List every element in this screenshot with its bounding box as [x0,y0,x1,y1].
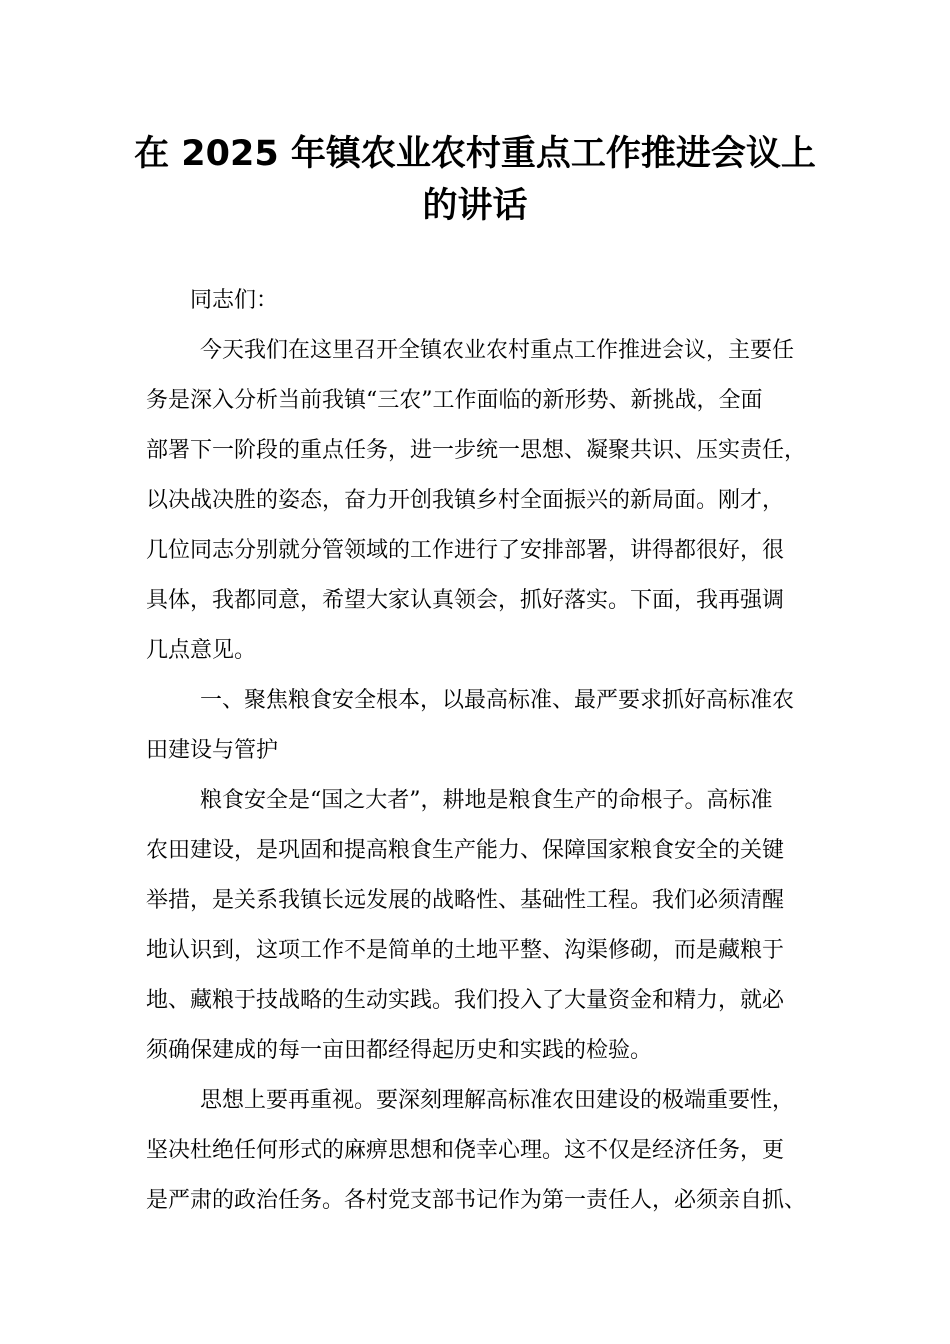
paragraph-line: 以决战决胜的姿态，奋力开创我镇乡村全面振兴的新局面。刚才， [146,488,785,513]
paragraph-line: 农田建设，是巩固和提高粮食生产能力、保障国家粮食安全的关键 [146,838,785,863]
paragraph-line: 部署下一阶段的重点任务，进一步统一思想、凝聚共识、压实责任， [146,438,807,463]
title-line-2: 的讲话 [422,186,528,226]
paragraph-line: 须确保建成的每一亩田都经得起历史和实践的检验。 [146,1038,653,1063]
paragraph-line: 举措，是关系我镇长远发展的战略性、基础性工程。我们必须清醒 [146,888,785,913]
paragraph-line: 具体，我都同意，希望大家认真领会，抓好落实。下面，我再强调 [146,588,785,613]
section-heading-line: 一、聚焦粮食安全根本，以最高标准、最严要求抓好高标准农 [200,688,795,713]
section-heading-line: 田建设与管护 [146,738,279,763]
paragraph-line: 几位同志分别就分管领域的工作进行了安排部署，讲得都很好，很 [146,538,785,563]
salutation: 同志们： [190,288,279,313]
paragraph-line: 粮食安全是“国之大者”，耕地是粮食生产的命根子。高标准 [200,788,773,813]
paragraph-line: 务是深入分析当前我镇“三农”工作面临的新形势、新挑战，全面 [146,388,763,413]
paragraph-line: 是严肃的政治任务。各村党支部书记作为第一责任人，必须亲自抓、 [146,1188,807,1213]
paragraph-line: 今天我们在这里召开全镇农业农村重点工作推进会议，主要任 [200,338,795,363]
paragraph-line: 地、藏粮于技战略的生动实践。我们投入了大量资金和精力，就必 [146,988,785,1013]
title-line-1: 在 2025 年镇农业农村重点工作推进会议上 [134,134,816,174]
paragraph-line: 思想上要再重视。要深刻理解高标准农田建设的极端重要性， [200,1088,795,1113]
paragraph-line: 地认识到，这项工作不是简单的土地平整、沟渠修砌，而是藏粮于 [146,938,785,963]
paragraph-line: 几点意见。 [146,638,257,663]
paragraph-line: 坚决杜绝任何形式的麻痹思想和侥幸心理。这不仅是经济任务，更 [146,1138,785,1163]
